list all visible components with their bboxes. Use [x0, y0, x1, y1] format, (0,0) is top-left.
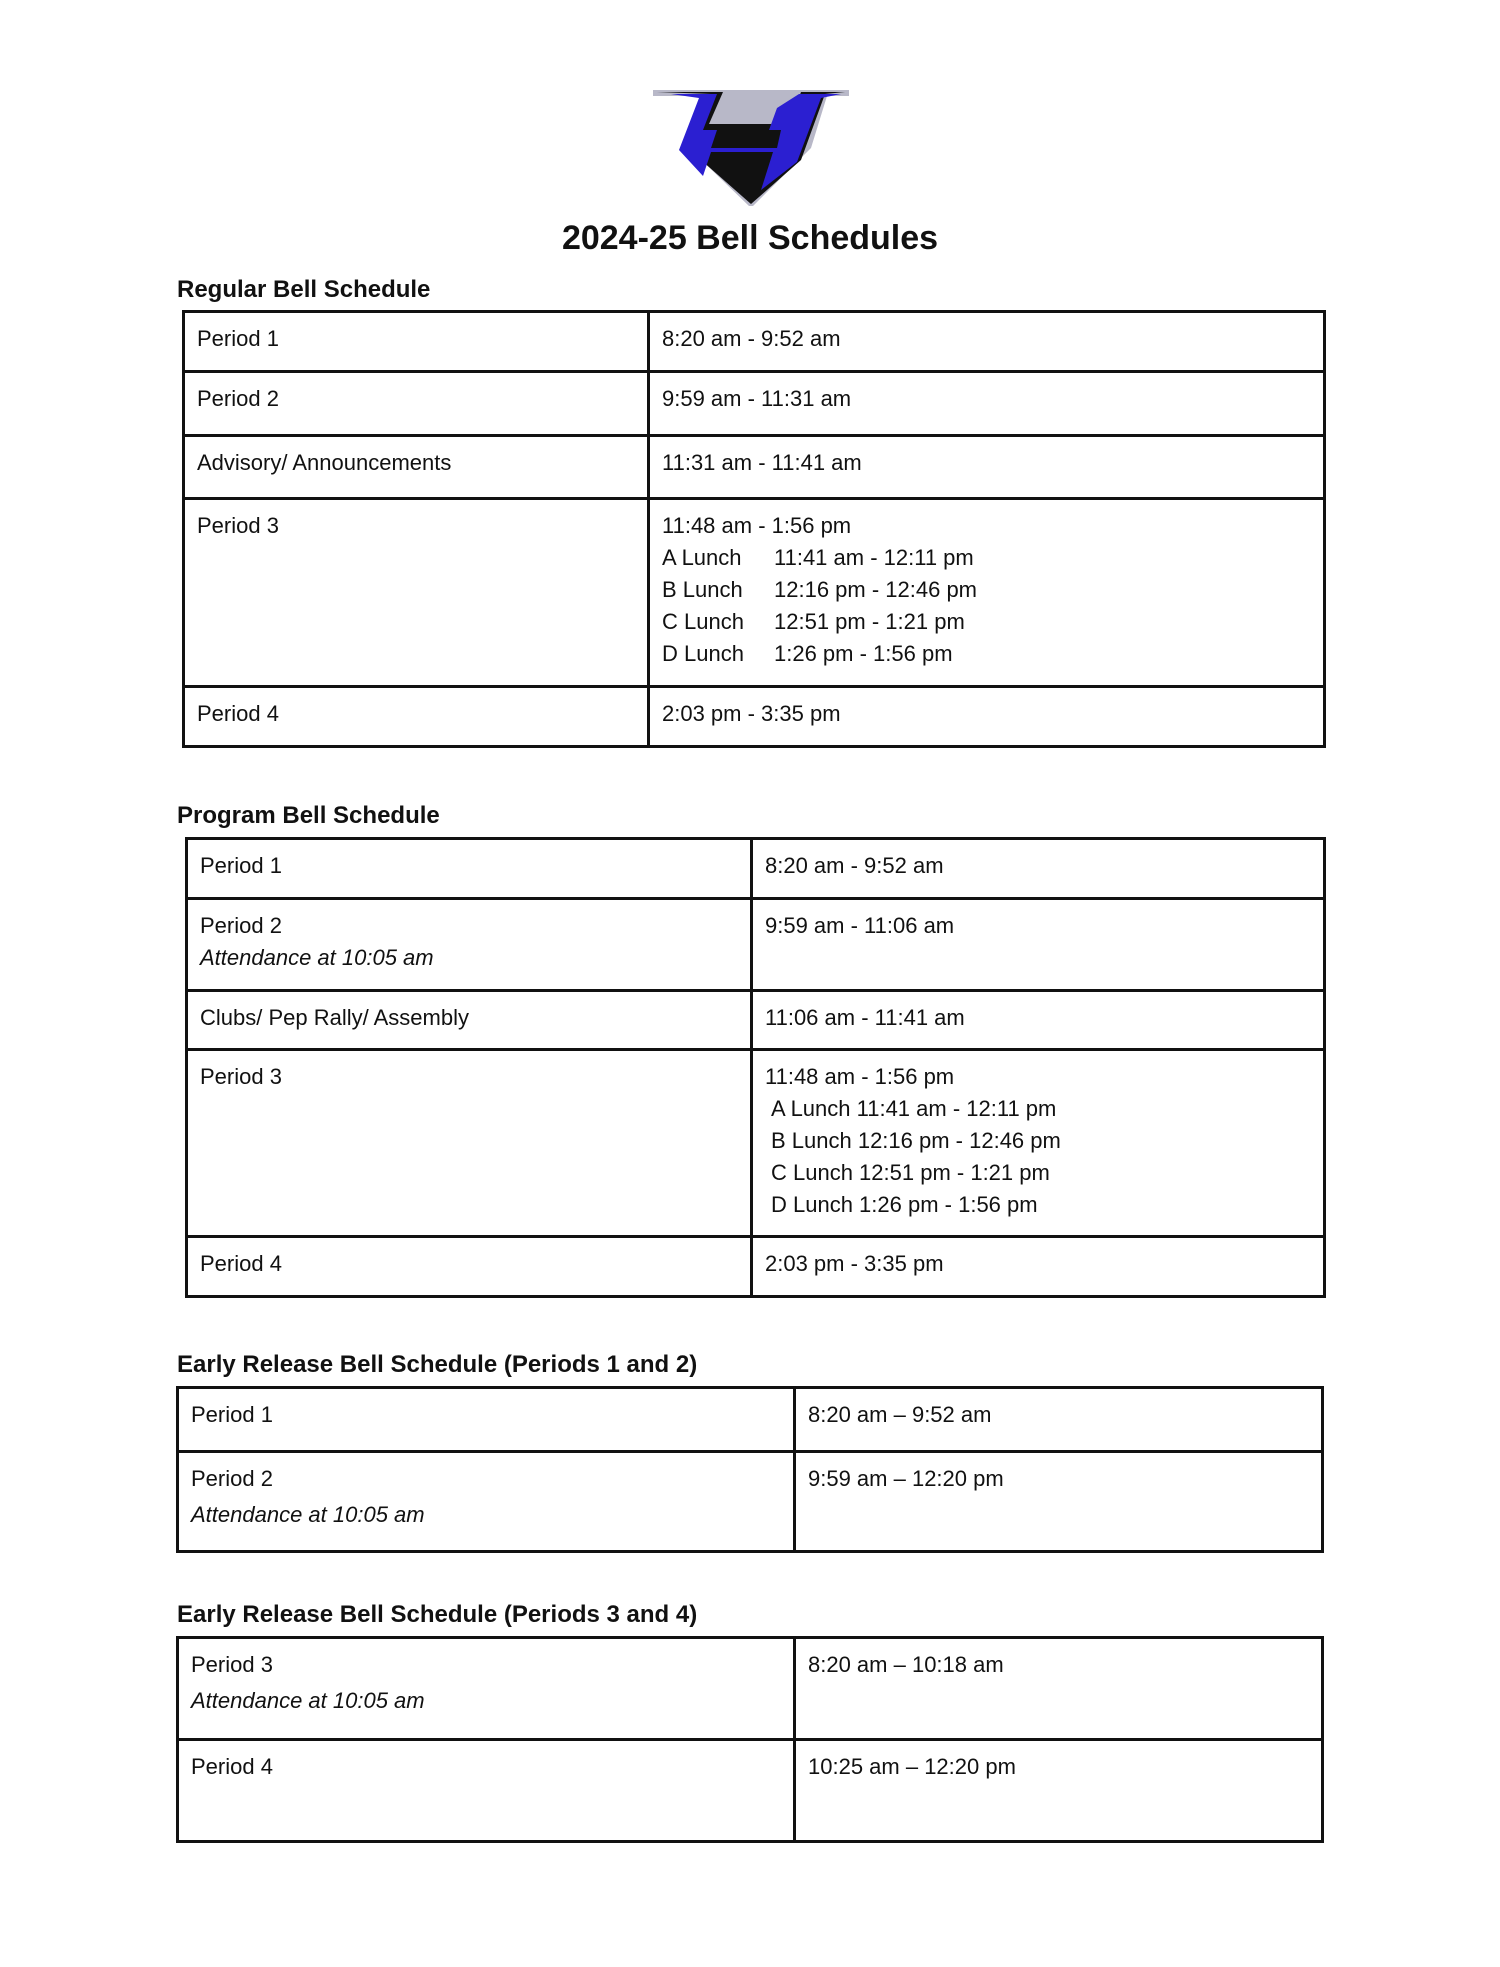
- table-row: [178, 1452, 1323, 1552]
- period-label: Period 4: [184, 687, 649, 747]
- period-time: 11:48 am - 1:56 pm: [765, 1064, 955, 1089]
- lunch-item: D Lunch 1:26 pm - 1:56 pm: [771, 1192, 1038, 1217]
- table-row: [184, 372, 1325, 436]
- table-row: [187, 1050, 1325, 1237]
- period-time-cell: [649, 499, 1325, 687]
- lunch-item: [662, 638, 1311, 670]
- lunch-item: C Lunch 12:51 pm - 1:21 pm: [771, 1160, 1050, 1185]
- lunch-time: 12:51 pm - 1:21 pm: [774, 609, 965, 634]
- period-label: Clubs/ Pep Rally/ Assembly: [187, 991, 752, 1050]
- table-row: [178, 1638, 1323, 1740]
- h-logo-icon: [651, 90, 851, 206]
- period-time: 8:20 am - 9:52 am: [649, 312, 1325, 372]
- attendance-note: Attendance at 10:05 am: [191, 1502, 425, 1527]
- table-row: [184, 312, 1325, 372]
- period-time: 9:59 am - 11:06 am: [752, 899, 1325, 991]
- page-title: 2024-25 Bell Schedules: [561, 219, 939, 257]
- period-label: Period 2: [184, 372, 649, 436]
- period-label: Period 4: [187, 1237, 752, 1297]
- table-row: [184, 499, 1325, 687]
- lunch-name: B Lunch: [662, 577, 743, 602]
- early-release-3-4-heading: Early Release Bell Schedule (Periods 3 and 4): [177, 1601, 698, 1628]
- table-row: [178, 1388, 1323, 1452]
- period-label: Advisory/ Announcements: [184, 436, 649, 499]
- attendance-note: Attendance at 10:05 am: [191, 1688, 425, 1713]
- table-row: [187, 991, 1325, 1050]
- period-label: Period 1: [187, 839, 752, 899]
- period-label: Period 2: [191, 1466, 273, 1491]
- lunch-time: 11:41 am - 12:11 pm: [774, 545, 974, 570]
- lunch-item: [662, 606, 1311, 638]
- period-time: 8:20 am - 9:52 am: [752, 839, 1325, 899]
- attendance-note: Attendance at 10:05 am: [200, 945, 434, 970]
- period-time: 8:20 am – 9:52 am: [795, 1388, 1323, 1452]
- lunch-item: A Lunch 11:41 am - 12:11 pm: [771, 1096, 1057, 1121]
- period-label: Period 3: [191, 1652, 273, 1677]
- table-row: [187, 899, 1325, 991]
- lunch-item: [662, 574, 1311, 606]
- period-time: 9:59 am - 11:31 am: [649, 372, 1325, 436]
- period-time: 2:03 pm - 3:35 pm: [752, 1237, 1325, 1297]
- period-time: 10:25 am – 12:20 pm: [795, 1740, 1323, 1842]
- program-schedule-table: [185, 837, 1326, 1298]
- regular-schedule-heading: Regular Bell Schedule: [177, 276, 431, 303]
- period-time: 8:20 am – 10:18 am: [795, 1638, 1323, 1740]
- period-label: Period 1: [178, 1388, 795, 1452]
- school-logo: [651, 90, 851, 206]
- lunch-item: B Lunch 12:16 pm - 12:46 pm: [771, 1128, 1061, 1153]
- early-release-1-2-table: [176, 1386, 1324, 1553]
- period-label: Period 3: [184, 499, 649, 687]
- early-release-1-2-heading: Early Release Bell Schedule (Periods 1 and 2): [177, 1351, 698, 1378]
- lunch-name: A Lunch: [662, 545, 742, 570]
- lunch-time: 1:26 pm - 1:56 pm: [774, 641, 953, 666]
- period-label-cell: [178, 1638, 795, 1740]
- lunch-name: C Lunch: [662, 609, 744, 634]
- period-label-cell: [178, 1452, 795, 1552]
- table-row: [187, 1237, 1325, 1297]
- period-label: Period 4: [178, 1740, 795, 1842]
- period-time: 11:06 am - 11:41 am: [752, 991, 1325, 1050]
- period-time-cell: [752, 1050, 1325, 1237]
- period-time: 11:48 am - 1:56 pm: [662, 513, 852, 538]
- period-label: Period 2: [200, 913, 282, 938]
- table-row: [184, 687, 1325, 747]
- lunch-time: 12:16 pm - 12:46 pm: [774, 577, 978, 602]
- lunch-name: D Lunch: [662, 641, 744, 666]
- table-row: [184, 436, 1325, 499]
- regular-schedule-table: [182, 310, 1326, 748]
- period-time: 9:59 am – 12:20 pm: [795, 1452, 1323, 1552]
- period-time: 2:03 pm - 3:35 pm: [649, 687, 1325, 747]
- period-time: 11:31 am - 11:41 am: [649, 436, 1325, 499]
- lunch-item: [662, 542, 1311, 574]
- early-release-3-4-table: [176, 1636, 1324, 1843]
- period-label-cell: [187, 899, 752, 991]
- period-label: Period 1: [184, 312, 649, 372]
- period-label: Period 3: [187, 1050, 752, 1237]
- table-row: [187, 839, 1325, 899]
- table-row: [178, 1740, 1323, 1842]
- program-schedule-heading: Program Bell Schedule: [177, 802, 440, 829]
